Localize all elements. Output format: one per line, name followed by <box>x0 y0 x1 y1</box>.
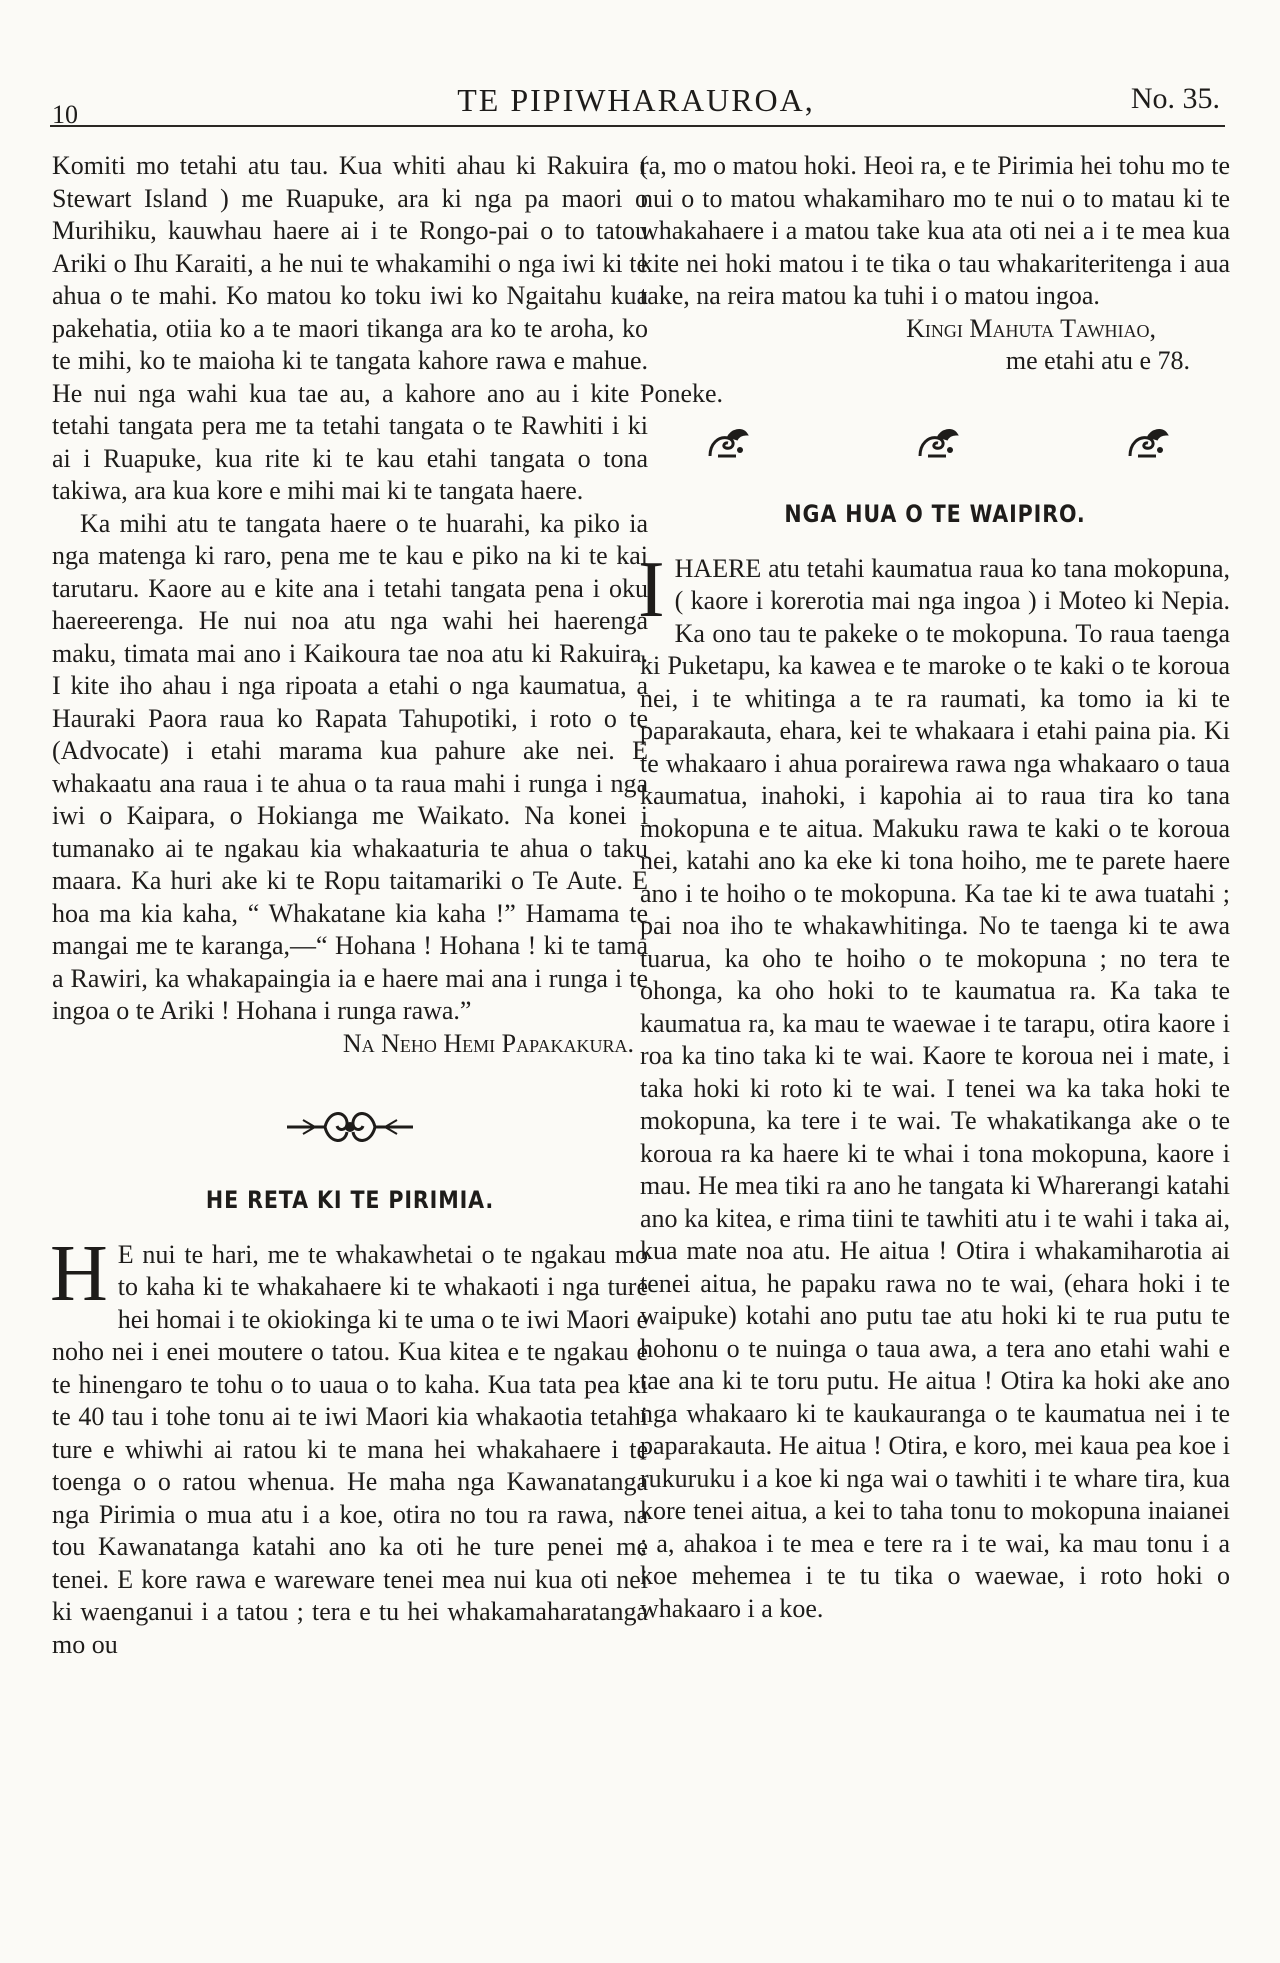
letter-continued: ra, mo o matou hoki. Heoi ra, e te Pirimia hei tohu mo te nui o to matou whakamiharo mo te nui o to matau ki te whakahaere i a matou take kua ata oti nei a i te mea kua kite nei hoki matou i te tika o tau whakariteritenga i aua take, na reira matou ka tuhi i o matou ingoa. <box>640 151 1230 310</box>
letter-paragraph: Komiti mo tetahi atu tau. Kua whiti ahau ki Rakuira ( Stewart Island ) me Ruapuke, ara ki nga pa maori o Murihiku, kauwhau haere ai i te Rongo-pai o to tatou Ariki o Ihu Karaiti, a he nui te whakamihi o nga iwi ki te ahua o te mahi. Ko matou ko toku iwi ko Ngaitahu kua pakehatia, otiia ko a te maori tikanga ara ko te aroha, ko te mihi, ko te maioha ki te tangata kahore rawa e mahue. He nui nga wahi kua tae au, a kahore ano au i kite i tetahi tangata pera me ta tetahi tangata o te Rawhiti i ki ai i Ruapuke, kua rite ki te kau etahi tangata o tona takiwa, ara kua kore e mihi mai ki te tangata haere. <box>52 151 648 505</box>
letter-signature: Na Neho Hemi Papakakura. <box>342 1028 634 1058</box>
fleuron-row <box>640 426 1230 462</box>
section-heading: NGA HUA O TE WAIPIRO. <box>784 500 1086 528</box>
fleuron-icon <box>706 426 750 462</box>
section-heading: HE RETA KI TE PIRIMIA. <box>205 1186 495 1214</box>
drop-cap: I <box>638 545 665 634</box>
section-body <box>50 1229 648 1662</box>
place-name: Poneke. <box>640 378 724 408</box>
issue-number: No. 35. <box>1130 82 1220 115</box>
fleuron-icon <box>1126 426 1170 462</box>
right-column <box>640 150 1230 1625</box>
publication-title: TE PIPIWHARAUROA, <box>457 82 815 118</box>
scroll-ornament-icon <box>52 1104 648 1150</box>
fleuron-icon <box>916 426 960 462</box>
signature-name: Kingi Mahuta Tawhiao, <box>906 313 1156 343</box>
drop-cap: H <box>50 1229 108 1318</box>
letter-paragraph: Ka mihi atu te tangata haere o te huarahi, ka piko ia nga matenga ki raro, pena me te kau e piko na ki te kai tarutaru. Kaore au e kite ana i tetahi tangata pena i oku haereerenga. He nui noa atu nga wahi hei haerenga maku, timata mai ano i Kaikoura tae noa atu ki Rakuira. I kite iho ahau i nga ripoata a etahi o nga kaumatua, a Hauraki Paora raua ko Rapata Tahupotiki, i roto o te (Advocate) i etahi marama kua pahure ake nei. E whakaatu ana raua i te ahua o ta raua mahi i runga i nga iwi o Kaipara, o Hokianga me Waikato. Na konei i tumanako ai te ngakau kia whakaaturia te ahua o taku maara. Ka huri ake ki te Ropu taitamariki o Te Aute. E hoa ma kia kaha, “ Whakatane kia kaha !” Hamama te mangai me te karanga,—“ Hohana ! Hohana ! ki te tama a Rawiri, ka whakapaingia ia e haere mai ana i runga i te ingoa o te Ariki ! Hohana i runga rawa.” <box>52 508 648 1025</box>
section-text: E nui te hari, me te whakawhetai o te ngakau mo to kaha ki te whakahaere ki te whakaoti i nga ture hei homai i te okiokinga ki te uma o te iwi Maori e noho nei i enei moutere o tatou. Kua kitea e te ngakau e te hinengaro te tohu o to uaua o to kaha. Kua tata pea ki te 40 tau i tohe tonu ai te iwi Maori kia whakaotia tetahi ture e whiwhi ai ratou ki te mana hei whakahaere i te toenga o o ratou whenua. He maha nga Kawanatanga nga Pirimia o mua atu i a koe, otira no tou ra rawa, na tou Kawanatanga katahi ano ka oti he ture penei me tenei. E kore rawa e wareware tenei mea nui kua oti nei ki waenganui i a tatou ; tera e tu hei whakamaharatanga mo ou <box>52 1239 648 1659</box>
header-rule <box>50 125 1225 127</box>
signature-note: me etahi atu e 78. <box>1005 346 1190 375</box>
section-text: HAERE atu tetahi kaumatua raua ko tana mokopuna, ( kaore i korerotia mai nga ingoa ) i Moteo ki Nepia. Ka ono tau te pakeke o te mokopuna. To raua taenga ki Puketapu, ka kawea e te maroke o te kaki o te koroua nei, i te whitinga a te ra raumati, ka tomo ia ki te paparakauta, ehara, kei te whakaara i etahi paina pia. Ki te whakaaro i ahua porairewa rawa nga whakaaro o taua kaumatua, inahoki, i kapohia ai to raua tira ko tana mokopuna e te aitua. Makuku rawa te kaki o te koroua nei, katahi ano ka eke ki tona hoiho, me te parete haere ano i te hoiho o te mokopuna. Ka tae ki te awa tuatahi ; pai noa iho te whakawhitinga. No te taenga ki te awa tuarua, ka oho te hoiho o te mokopuna ; no tera te ohonga, ka oho hoki to te kaumatua ra. Ka taka te kaumatua ra, ka mau te waewae i te tarapu, otira kaore i roa ka tino taka ki te wai. Kaore te koroua nei i mate, i taka hoki ki roto ki te wai. I tenei wa ka taka hoki te mokopuna, ka tere i te wai. Te whakatikanga ake o te koroua ra ka haere ki te whai i tona mokopuna, kaore i mau. He mea tiki ra ano he tangata ki Wharerangi katahi ano ka kitea, e rima tiini te tawhiti atu i te wahi i taka ai, kua mate noa atu. He aitua ! Otira i whakamiharotia ai tenei aitua, he papaku rawa no te wai, (ehara hoki i te waipuke) kotahi ano putu tae atu hoki ki te rua putu te hohonu o te nuinga o taua awa, a tera ano etahi wahi e tae ana ki te toru putu. He aitua ! Otira ka hoki ake ano nga whakaaro ki te kaukauranga o te kaumatua nei i te paparakauta. He aitua ! Otira, e koro, mei kaua pea koe i rukuruku i a koe ki nga wai o tawhiti i te whare tira, kua kore tenei aitua, a kei to taha tonu to mokopuna inaianei ; a, ahakoa i te mea e tere ra i te wai, ka mau tonu i a koe mehemea i te tu tika o waewae, i roto hoki o whakaaro i a koe. <box>640 553 1230 1623</box>
page-header <box>52 82 1220 129</box>
left-column <box>52 150 648 1661</box>
section-body <box>638 545 1230 1626</box>
page-number: 10 <box>52 100 78 129</box>
